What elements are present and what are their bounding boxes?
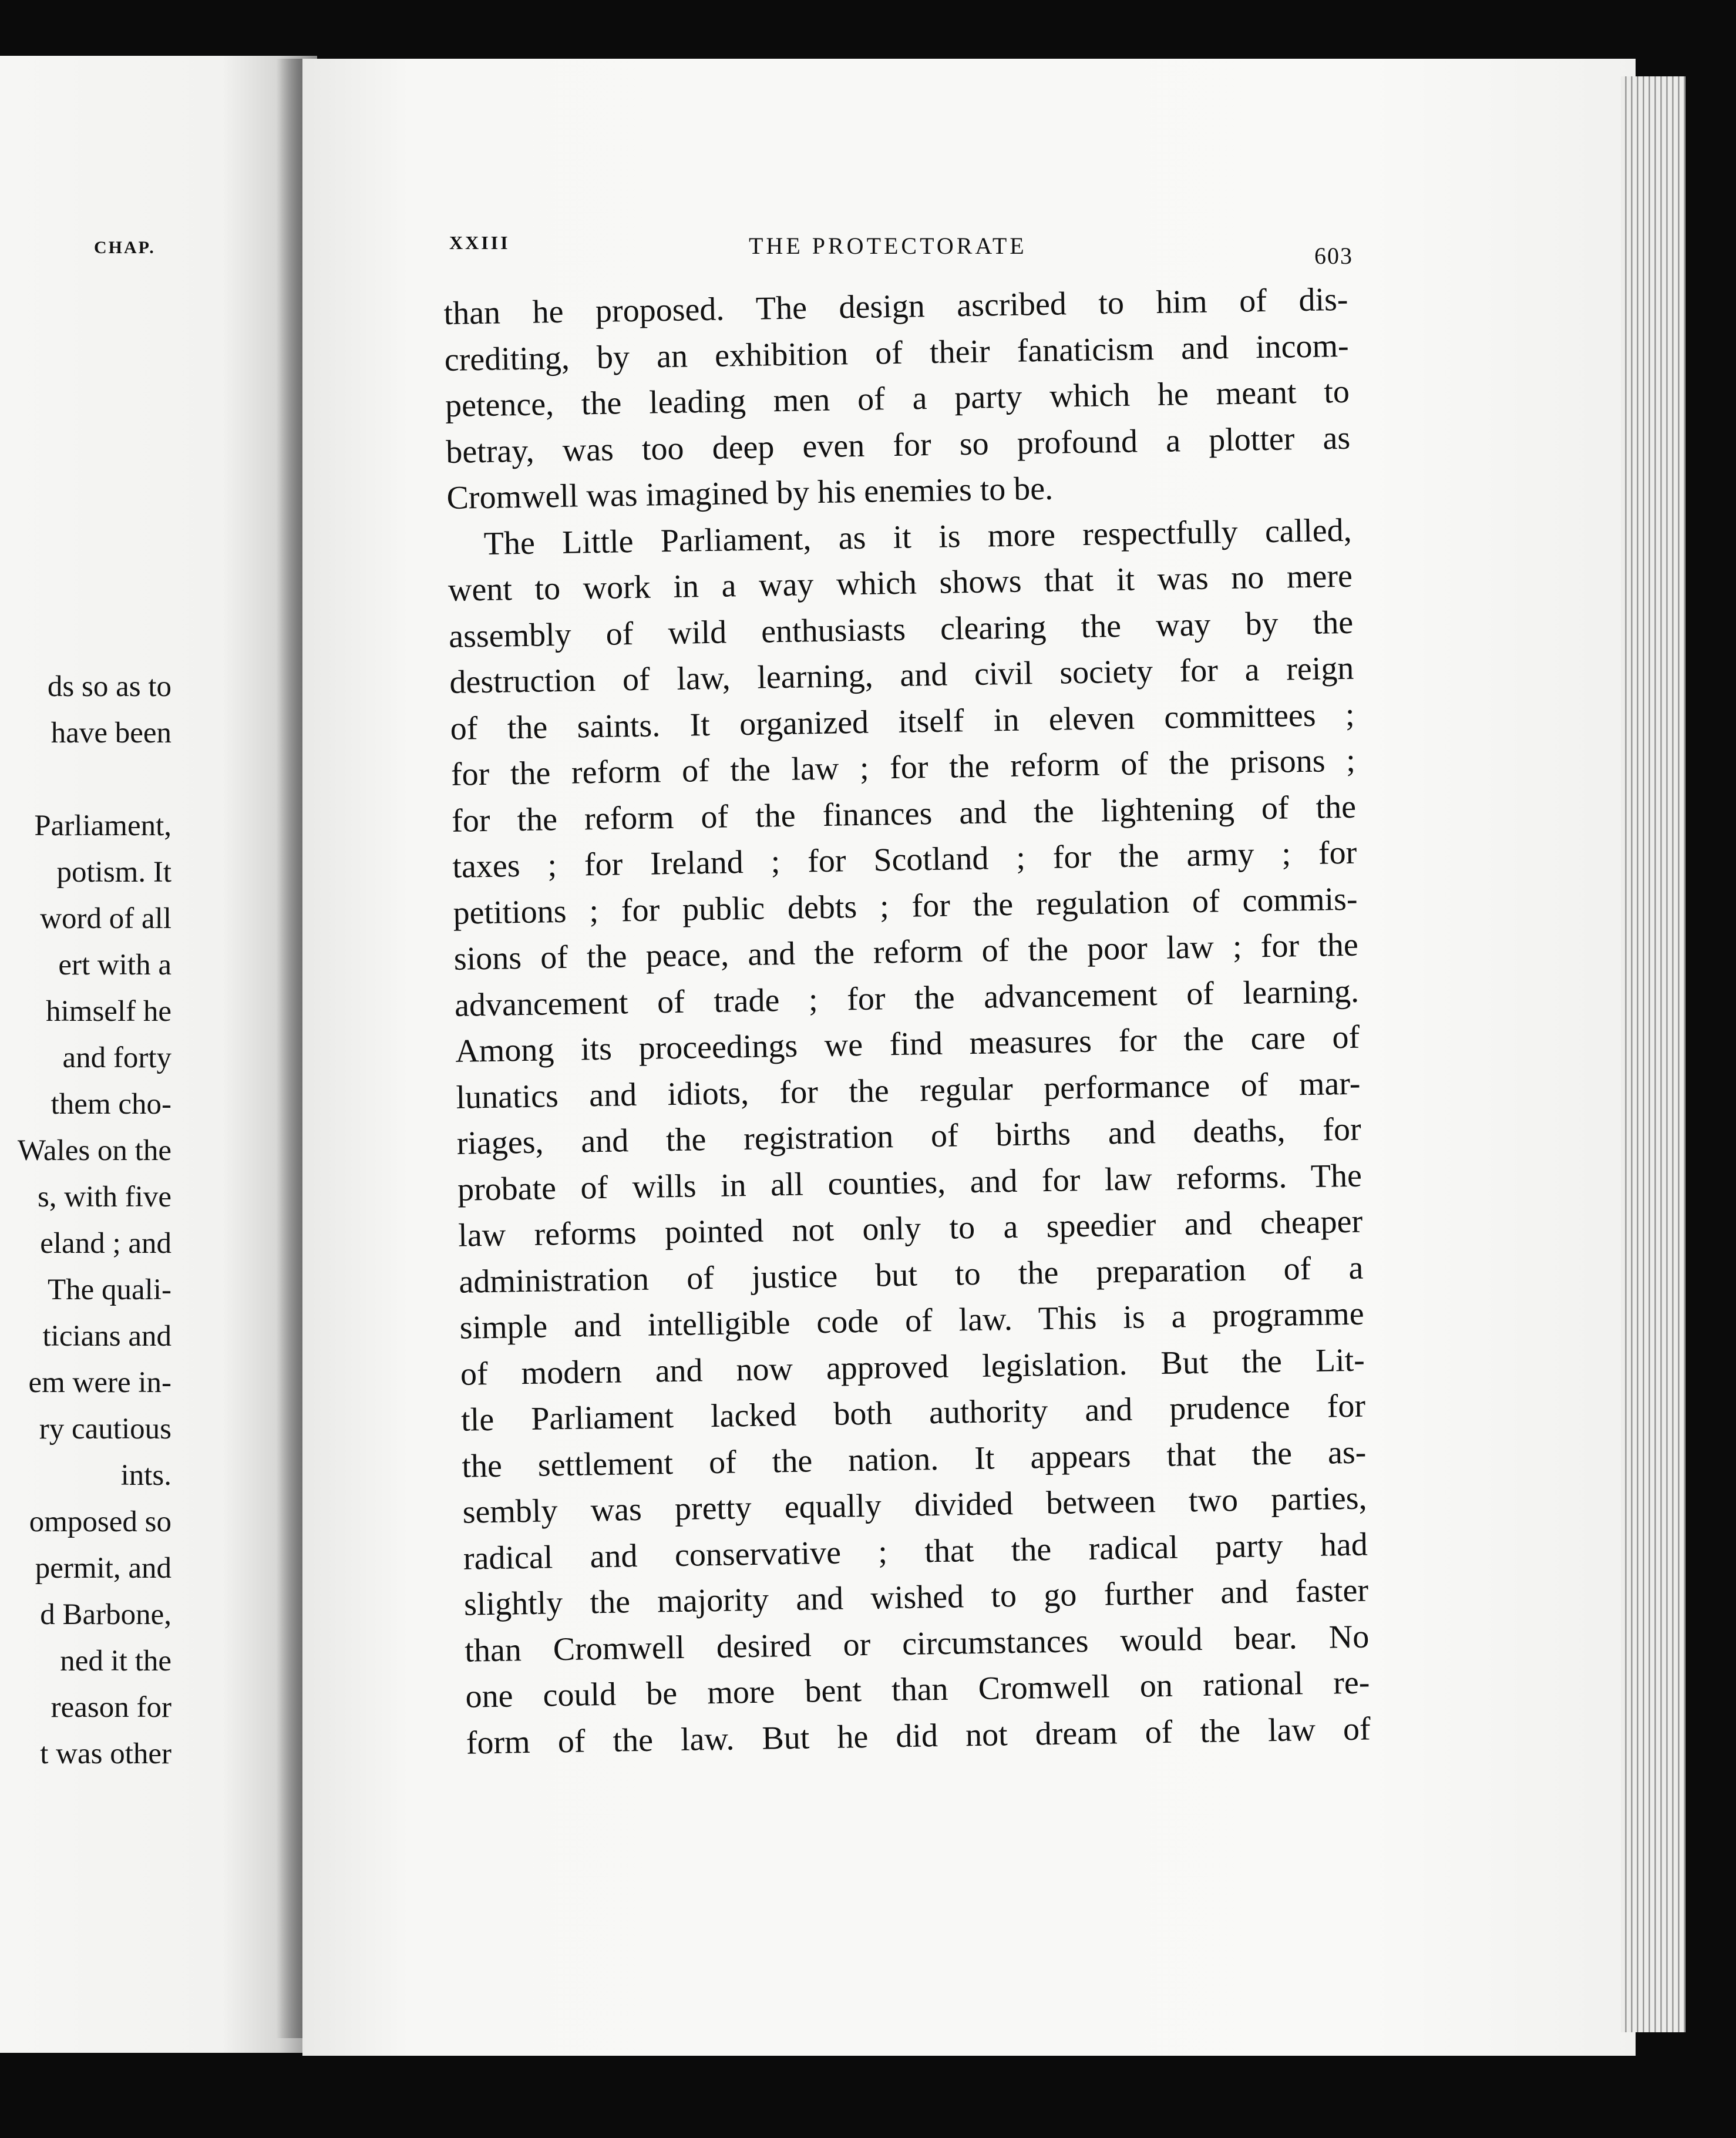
text-line: than Cromwell desired or circumstances would bear. No (464, 1618, 1370, 1669)
left-text-line: The quali- (48, 1273, 171, 1306)
page-edges (1621, 76, 1685, 2032)
text-line: the settlement of the nation. It appears that the as- (461, 1434, 1367, 1485)
left-text-line: Parliament, (34, 809, 171, 842)
left-text-line: ints. (120, 1459, 171, 1492)
text-line: taxes ; for Ireland ; for Scotland ; for the army ; for (452, 834, 1357, 885)
left-text-line: permit, and (35, 1552, 171, 1585)
left-text-line: ds so as to (47, 670, 171, 703)
left-page-text (0, 664, 171, 1777)
running-title: THE PROTECTORATE (749, 233, 1027, 259)
left-text-line: have been (51, 717, 171, 749)
text-line: destruction of law, learning, and civil society for a reign (449, 650, 1354, 701)
text-line: of modern and now approved legislation. But the Lit- (460, 1342, 1365, 1393)
left-text-line: s, with five (37, 1181, 171, 1213)
left-text-line: word of all (40, 902, 171, 935)
text-line: betray, was too deep even for so profound a plotter as (445, 419, 1351, 470)
text-line: riages, and the registration of births and deaths, for (456, 1111, 1362, 1162)
text-line: simple and intelligible code of law. This is a programme (459, 1295, 1365, 1346)
chapter-number: XXIII (449, 232, 510, 253)
text-line: lunatics and idiots, for the regular performance of mar- (456, 1065, 1361, 1116)
left-text-line: himself he (46, 995, 171, 1028)
text-line: of the saints. It organized itself in eleven committees ; (450, 696, 1355, 747)
text-line: form of the law. But he did not dream of the law of (466, 1710, 1371, 1762)
left-text-line (0, 757, 171, 803)
left-text-line: them cho- (51, 1088, 171, 1121)
left-text-line: potism. It (56, 856, 171, 889)
text-line: than he proposed. The design ascribed to him of dis- (443, 281, 1348, 332)
text-line: advancement of trade ; for the advancement of learning. (454, 973, 1360, 1024)
text-line: for the reform of the law ; for the reform of the prisons ; (450, 742, 1356, 793)
text-line: tle Parliament lacked both authority and prudence for (460, 1387, 1366, 1438)
left-text-line: eland ; and (40, 1227, 171, 1260)
left-running-head: CHAP. (94, 238, 156, 257)
text-line: Cromwell was imagined by his enemies to be. (446, 470, 1054, 516)
text-line: slightly the majority and wished to go further and faster (463, 1572, 1369, 1623)
text-line: one could be more bent than Cromwell on rational re- (465, 1664, 1370, 1715)
text-line: petitions ; for public debts ; for the regulation of commis- (453, 880, 1358, 932)
text-line: sembly was pretty equally divided between two parties, (462, 1480, 1367, 1531)
left-text-line: ert with a (58, 949, 171, 981)
text-line: crediting, by an exhibition of their fanaticism and incom- (444, 327, 1350, 378)
text-line: sions of the peace, and the reform of the poor law ; for the (453, 926, 1359, 977)
page-number: 603 (1314, 243, 1353, 269)
left-text-line: d Barbone, (40, 1598, 171, 1631)
body-text (443, 277, 1371, 1766)
text-line: went to work in a way which shows that it was no mere (448, 557, 1353, 609)
text-line: Among its proceedings we find measures for the care of (455, 1018, 1360, 1070)
left-text-line: and forty (62, 1041, 171, 1074)
text-line: administration of justice but to the preparation of a (459, 1249, 1364, 1300)
text-line: The Little Parliament, as it is more respectfully called, (483, 512, 1353, 562)
text-line: assembly of wild enthusiasts clearing the way by the (448, 604, 1354, 655)
left-text-line: em were in- (28, 1366, 171, 1399)
left-text-line: Wales on the (17, 1134, 171, 1167)
text-line: law reforms pointed not only to a speedier and cheaper (457, 1203, 1363, 1254)
left-text-line: ticians and (42, 1320, 171, 1353)
text-line: petence, the leading men of a party which he meant to (445, 373, 1350, 424)
left-text-line: reason for (51, 1691, 171, 1724)
text-line: for the reform of the finances and the lightening of the (451, 788, 1357, 839)
left-text-line: omposed so (29, 1505, 171, 1538)
text-line: radical and conservative ; that the radical party had (463, 1526, 1368, 1577)
text-line: probate of wills in all counties, and for law reforms. The (457, 1157, 1362, 1208)
left-text-line: t was other (40, 1737, 171, 1770)
left-text-line: ry cautious (39, 1413, 171, 1445)
left-text-line: ned it the (60, 1645, 171, 1678)
